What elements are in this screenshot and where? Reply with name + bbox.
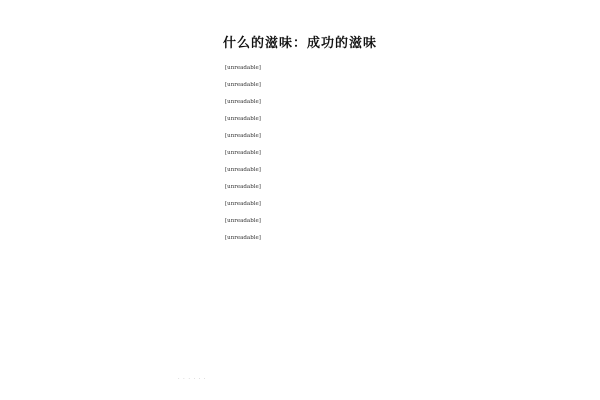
paragraph-9: [unreadable]: [225, 201, 261, 207]
paragraph-6: [unreadable]: [225, 150, 261, 156]
paragraph-5: [unreadable]: [225, 133, 261, 139]
paragraph-1: [unreadable]: [225, 65, 261, 71]
document-body: [214, 62, 390, 249]
paragraph-4: [unreadable]: [225, 116, 261, 122]
page-title: 什么的滋味：成功的滋味: [222, 36, 377, 51]
paragraph-8: [unreadable]: [225, 184, 261, 190]
paragraph-11: [unreadable]: [225, 235, 261, 241]
paragraph-10: [unreadable]: [225, 218, 261, 224]
paragraph-3: [unreadable]: [225, 99, 261, 105]
footer-marks: · · · · · ·: [178, 376, 207, 382]
paragraph-2: [unreadable]: [225, 82, 261, 88]
paragraph-7: [unreadable]: [225, 167, 261, 173]
